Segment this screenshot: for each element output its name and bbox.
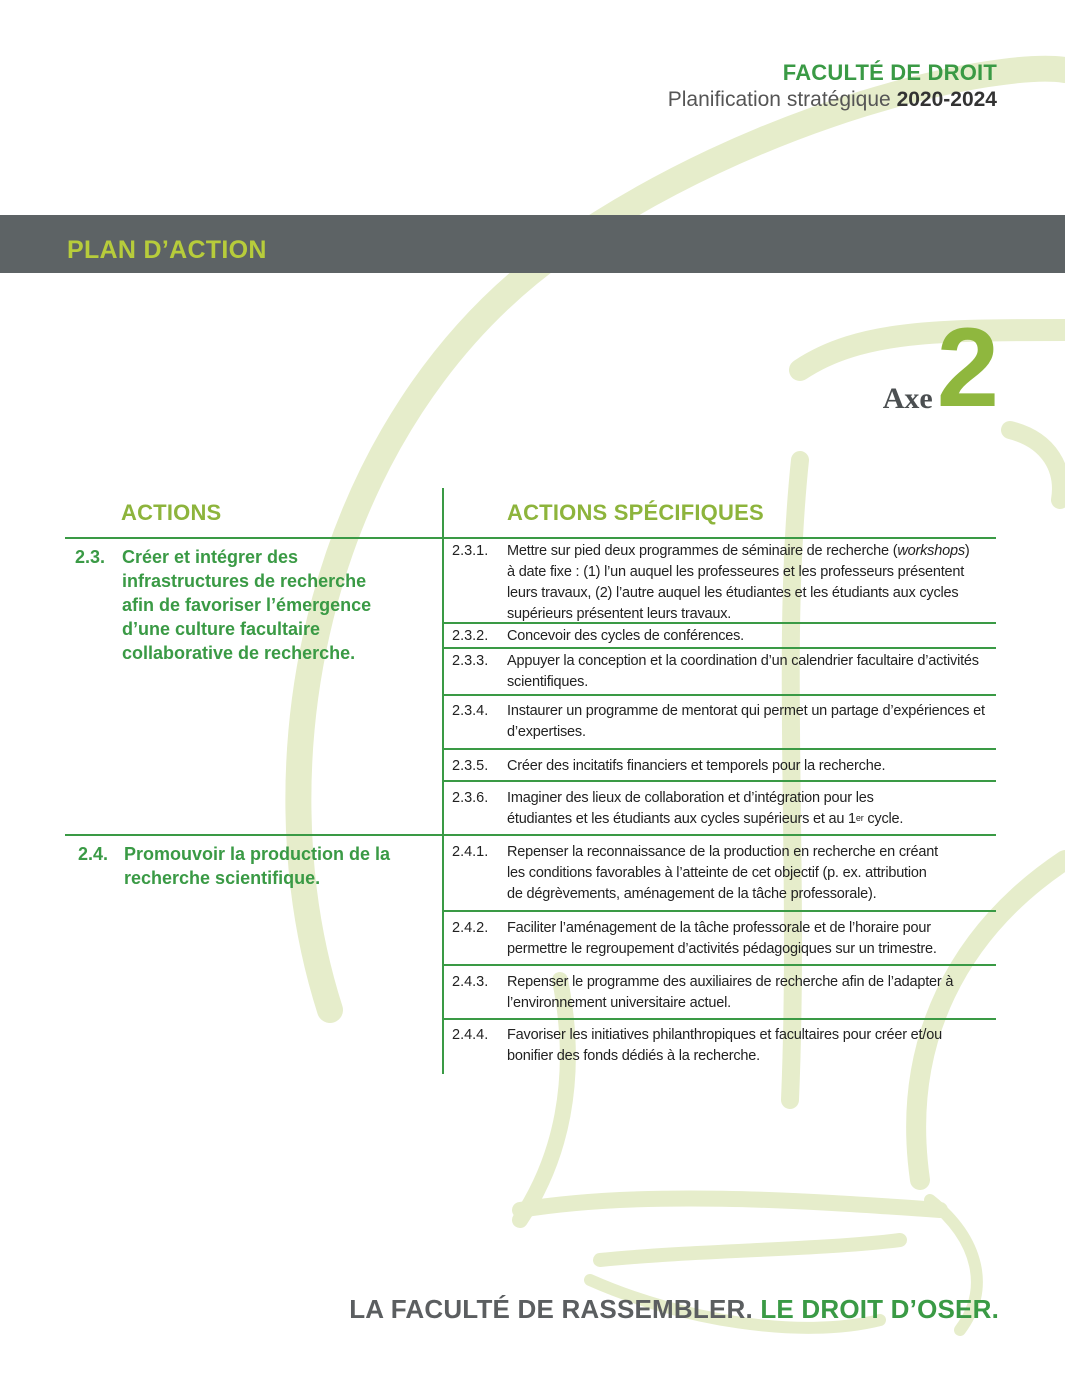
- actions-column-header: ACTIONS: [121, 500, 222, 525]
- row-rule: [444, 748, 996, 750]
- specific-action-text: Créer des incitatifs financiers et temporels pour la recherche.: [507, 758, 886, 774]
- specific-action-text: Faciliter l’aménagement de la tâche professorale et de l’horaire pour permettre le regroupement d’activités pédagogiques sur un trimestre.: [507, 920, 937, 957]
- axe-word: Axe: [882, 382, 933, 415]
- header-rule: [65, 537, 996, 539]
- action-text: Promouvoir la production de la recherche scientifique.: [124, 844, 391, 888]
- faculty-name: FACULTÉ DE DROIT: [782, 60, 997, 85]
- row-rule: [444, 910, 996, 912]
- specific-action-text: Repenser la reconnaissance de la production en recherche en créant les conditions favorables à l’atteinte de cet objectif (p. ex. attribution de dégrèvements, aménagement de la tâche professorale).: [507, 844, 938, 902]
- specific-action-text: Mettre sur pied deux programmes de séminaire de recherche (workshops) à date fixe : (1) l’un auquel les professeures et les professeurs présentent leurs travaux, (2) l’autre auquel les étudiantes et les étudiants aux cycles supérieurs présentent leurs travaux.: [507, 543, 970, 622]
- row-rule: [444, 647, 996, 649]
- action-number: 2.4.: [78, 844, 109, 864]
- specific-actions-column-header: ACTIONS SPÉCIFIQUES: [507, 500, 764, 525]
- specific-action-number: 2.4.2.: [452, 920, 489, 936]
- specific-action-text: Repenser le programme des auxiliaires de recherche afin de l’adapter à l’environnement universitaire actuel.: [507, 974, 954, 1011]
- specific-action-number: 2.3.6.: [452, 790, 489, 806]
- row-rule: [444, 694, 996, 696]
- specific-action-text: Favoriser les initiatives philanthropiques et facultaires pour créer et/ou bonifier des fonds dédiés à la recherche.: [507, 1027, 942, 1064]
- document-header: [668, 60, 997, 112]
- specific-action-number: 2.3.1.: [452, 543, 489, 559]
- row-rule: [444, 964, 996, 966]
- specific-action-number: 2.4.4.: [452, 1027, 489, 1043]
- specific-action-number: 2.3.5.: [452, 758, 489, 774]
- group-rule: [65, 834, 996, 836]
- section-title: PLAN D’ACTION: [67, 236, 267, 264]
- axe-label: [882, 305, 999, 430]
- specific-action-number: 2.3.3.: [452, 653, 489, 669]
- action-text: Créer et intégrer des infrastructures de recherche afin de favoriser l’émergence d’une culture facultaire collaborative de recherche.: [122, 547, 372, 663]
- action-number: 2.3.: [75, 547, 106, 567]
- specific-action-number: 2.3.2.: [452, 628, 489, 644]
- specific-action-number: 2.4.1.: [452, 844, 489, 860]
- specific-action-number: 2.4.3.: [452, 974, 489, 990]
- row-rule: [444, 780, 996, 782]
- specific-action-number: 2.3.4.: [452, 703, 489, 719]
- plan-subtitle: Planification stratégique 2020-2024: [667, 88, 997, 111]
- specific-action-text: Concevoir des cycles de conférences.: [507, 628, 745, 644]
- row-rule: [444, 1018, 996, 1020]
- tagline: LA FACULTÉ DE RASSEMBLER. LE DROIT D’OSER.: [349, 1294, 999, 1324]
- specific-action-text: Imaginer des lieux de collaboration et d’intégration pour les étudiantes et les étudiants aux cycles supérieurs et au 1er cycle.: [507, 790, 904, 827]
- specific-action-text: Appuyer la conception et la coordination d’un calendrier facultaire d’activités scientifiques.: [507, 653, 979, 690]
- axe-number: 2: [936, 305, 999, 430]
- specific-action-text: Instaurer un programme de mentorat qui permet un partage d’expériences et d’expertises.: [507, 703, 985, 740]
